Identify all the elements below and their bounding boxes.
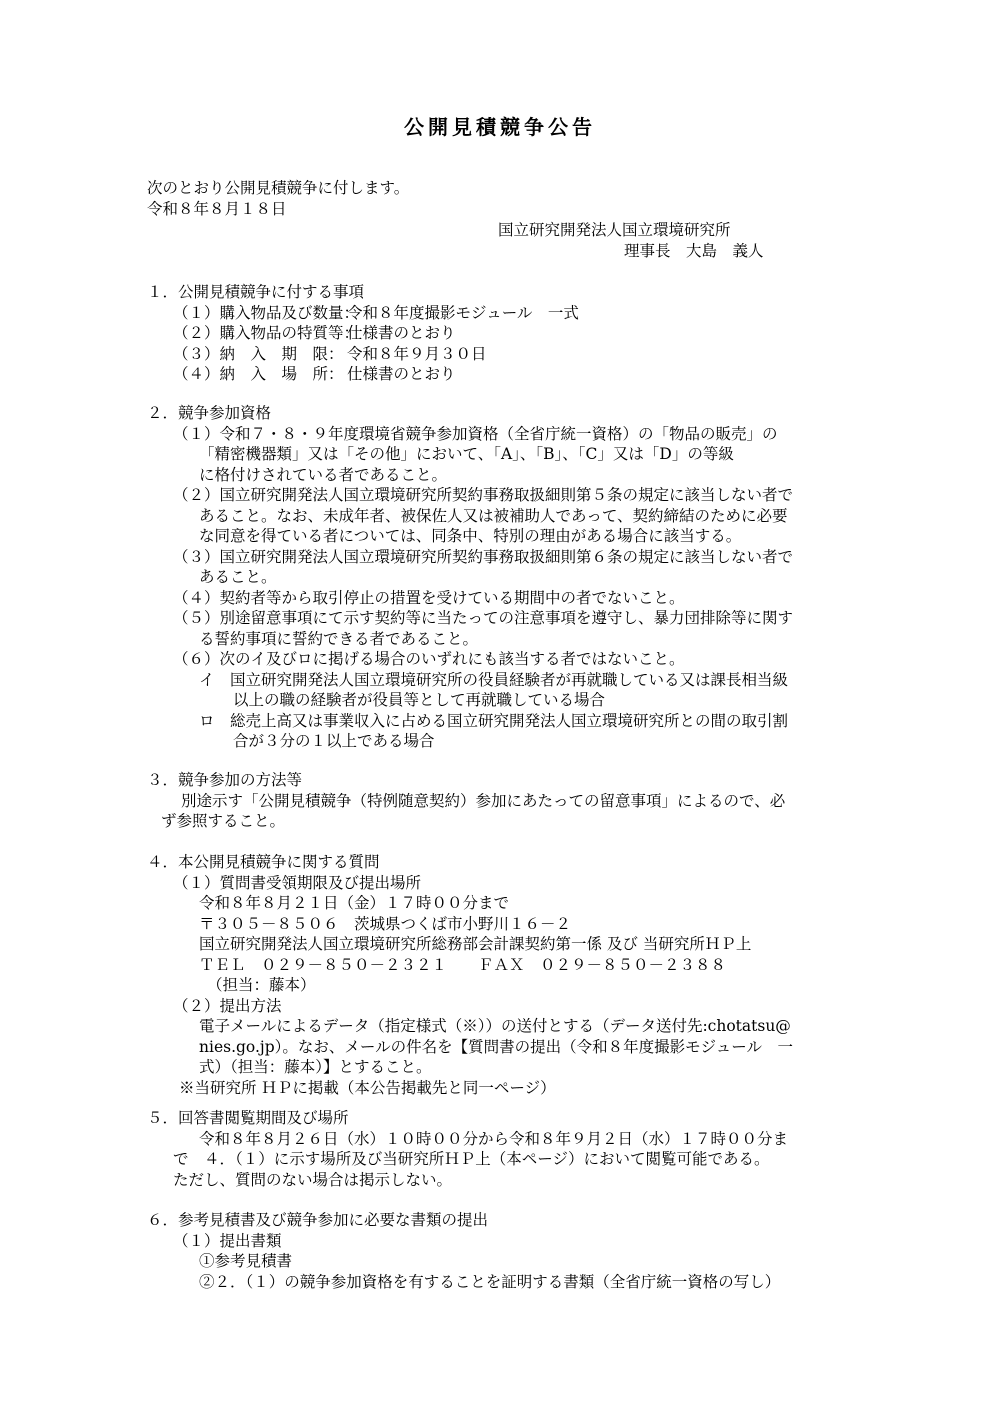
- list-item: [147, 344, 903, 365]
- text-line: （１）令和７・８・９年度環境省競争参加資格（全省庁統一資格）の「物品の販売」の: [173, 424, 778, 443]
- issuer-org: 国立研究開発法人国立環境研究所: [498, 221, 731, 239]
- subheading: （１）質問書受領期限及び提出場所: [173, 873, 422, 892]
- issuer-person: 理事長 大島 義人: [624, 241, 764, 260]
- text-line: 別途示す「公開見積競争（特例随意契約）参加にあたっての留意事項」によるので、必: [181, 791, 786, 810]
- list-item: ②２．（１）の競争参加資格を有することを証明する書類（全省庁統一資格の写し）: [199, 1272, 781, 1291]
- section-2: [147, 403, 903, 752]
- list-item: [147, 303, 903, 324]
- list-item: ①参考見積書: [199, 1252, 293, 1270]
- submission-place: 国立研究開発法人国立環境研究所総務部会計課契約第一係 及び 当研究所ＨＰ上: [199, 935, 752, 953]
- notice-date: 令和８年８月１８日: [147, 199, 287, 218]
- item-value: 仕様書のとおり: [347, 365, 456, 383]
- deadline: 令和８年８月２１日（金）１７時００分まで: [199, 894, 510, 912]
- text-line: ただし、質問のない場合は掲示しない。: [173, 1170, 453, 1189]
- item-value: 仕様書のとおり: [347, 324, 456, 342]
- text-line: 以上の職の経験者が役員等として再就職している場合: [233, 691, 606, 709]
- text-line: あること。なお、未成年者、被保佐人又は被補助人であって、契約締結のために必要: [199, 506, 788, 525]
- text-line: 令和８年８月２６日（水）１０時００分から令和８年９月２日（水）１７時００分ま: [199, 1129, 789, 1148]
- text-line: で ４．（１）に示す場所及び当研究所ＨＰ上（本ページ）において閲覧可能である。: [173, 1150, 770, 1168]
- section-4: [147, 852, 903, 1098]
- section-6: [147, 1210, 903, 1292]
- text-line: あること。: [199, 568, 277, 586]
- item-value: 令和８年度撮影モジュール 一式: [347, 303, 579, 322]
- section-heading: １．公開見積競争に付する事項: [147, 283, 365, 301]
- text-line: （５）別途留意事項にて示す契約等に当たっての注意事項を遵守し、暴力団排除等に関す: [173, 609, 794, 627]
- text-line: 合が３分の１以上である場合: [233, 732, 435, 750]
- section-3: [147, 770, 903, 832]
- list-item: [147, 364, 903, 385]
- text-line: （２）国立研究開発法人国立環境研究所契約事務取扱細則第５条の規定に該当しない者で: [173, 486, 794, 504]
- item-label: （１）購入物品及び数量：: [173, 303, 360, 322]
- section-5: [147, 1108, 903, 1190]
- text-line: 電子メールによるデータ（指定様式（※））の送付とする（データ送付先:chotatsu@: [199, 1017, 791, 1035]
- page-title: 公開見積競争公告: [404, 115, 596, 139]
- text-line: る誓約事項に誓約できる者であること。: [199, 629, 479, 648]
- section-heading: ２．競争参加資格: [147, 404, 272, 422]
- text-line: 式）（担当：藤本）】とすること。: [199, 1058, 432, 1076]
- text-line: （４）契約者等から取引停止の措置を受けている期間中の者でないこと。: [173, 588, 685, 607]
- text-line: ロ 総売上高又は事業収入に占める国立研究開発法人国立環境研究所との間の取引割: [199, 711, 789, 730]
- text-line: イ 国立研究開発法人国立環境研究所の役員経験者が再就職している又は課長相当級: [199, 670, 789, 689]
- item-label: （３）納 入 期 限：: [173, 344, 344, 363]
- item-value: 令和８年９月３０日: [347, 344, 487, 363]
- note: ※当研究所 ＨＰに掲載（本公告掲載先と同一ページ）: [179, 1078, 556, 1097]
- section-heading: ３．競争参加の方法等: [147, 771, 303, 789]
- list-item: [147, 323, 903, 344]
- section-heading: ６．参考見積書及び競争参加に必要な書類の提出: [147, 1211, 489, 1229]
- section-1: [147, 282, 903, 385]
- contact-person: （担当：藤本）: [207, 976, 316, 994]
- intro-block: [147, 178, 409, 219]
- item-label: （４）納 入 場 所：: [173, 365, 344, 383]
- text-line: ず参照すること。: [161, 812, 286, 830]
- section-heading: ５．回答書閲覧期間及び場所: [147, 1109, 349, 1127]
- subheading: （１）提出書類: [173, 1231, 282, 1250]
- item-label: （２）購入物品の特質等：: [173, 324, 360, 342]
- text-line: nies.go.jp）。なお、メールの件名を【質問書の提出（令和８年度撮影モジュール 一: [199, 1037, 793, 1056]
- text-line: に格付けされている者であること。: [199, 465, 448, 484]
- text-line: な同意を得ている者については、同条中、特別の理由がある場合に該当する。: [199, 527, 742, 545]
- subheading: （２）提出方法: [173, 996, 282, 1015]
- phone-fax: ＴＥＬ ０２９－８５０－２３２１ ＦＡＸ ０２９－８５０－２３８８: [199, 955, 727, 974]
- issuer-block: [498, 220, 764, 261]
- intro-text: 次のとおり公開見積競争に付します。: [147, 179, 410, 197]
- section-heading: ４．本公開見積競争に関する質問: [147, 853, 380, 871]
- text-line: （３）国立研究開発法人国立環境研究所契約事務取扱細則第６条の規定に該当しない者で: [173, 547, 794, 566]
- text-line: （６）次のイ及びロに掲げる場合のいずれにも該当する者ではないこと。: [173, 650, 685, 668]
- text-line: 「精密機器類」又は「その他」において、「A」、「B」、「C」又は「D」の等級: [199, 445, 734, 463]
- address: 〒３０５－８５０６ 茨城県つくば市小野川１６－２: [199, 914, 572, 933]
